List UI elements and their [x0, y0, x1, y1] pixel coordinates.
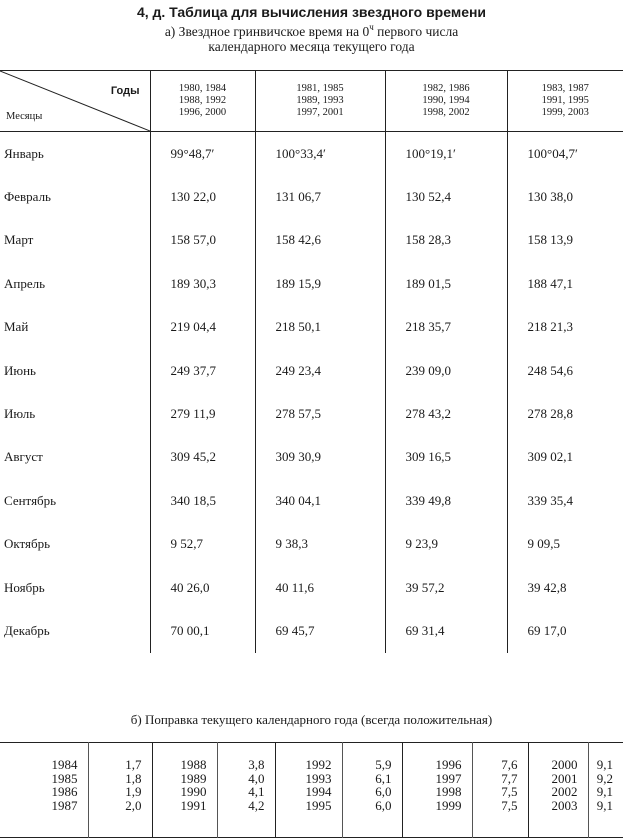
value-cell: 218 50,1	[255, 306, 385, 349]
year-cell: 1995	[277, 799, 332, 813]
year-cell: 1991	[154, 799, 207, 813]
value-cell: 189 15,9	[255, 262, 385, 305]
table-header-row	[0, 71, 623, 132]
correction-value: 1,9	[90, 785, 142, 799]
value-cell: 70 00,1	[150, 609, 255, 652]
value-cell: 158 13,9	[507, 219, 623, 262]
value-cell: 131 06,7	[255, 175, 385, 218]
correction-table	[0, 742, 623, 838]
value-cell: 249 23,4	[255, 349, 385, 392]
correction-value: 3,8	[219, 758, 265, 772]
month-cell: Сентябрь	[0, 479, 150, 522]
month-cell: Ноябрь	[0, 566, 150, 609]
header-col-3	[385, 71, 507, 132]
year-cell: 1986	[1, 785, 78, 799]
correction-values-2	[217, 743, 275, 838]
value-cell: 189 01,5	[385, 262, 507, 305]
table-row	[0, 262, 623, 305]
correction-row	[0, 743, 623, 838]
years-label: Годы	[111, 85, 140, 97]
value-cell: 279 11,9	[150, 392, 255, 435]
header-col-1	[150, 71, 255, 132]
header-col-4	[507, 71, 623, 132]
year-cell: 2002	[530, 785, 578, 799]
year-cell: 1992	[277, 758, 332, 772]
value-cell: 99°48,7′	[150, 132, 255, 176]
month-cell: Январь	[0, 132, 150, 176]
table-row	[0, 219, 623, 262]
header-col-1-line-3: 1996, 2000	[151, 107, 255, 119]
value-cell: 309 30,9	[255, 436, 385, 479]
correction-value: 7,5	[474, 799, 518, 813]
correction-values-1	[88, 743, 152, 838]
value-cell: 40 26,0	[150, 566, 255, 609]
value-cell: 69 45,7	[255, 609, 385, 652]
value-cell: 9 23,9	[385, 523, 507, 566]
value-cell: 248 54,6	[507, 349, 623, 392]
value-cell: 340 04,1	[255, 479, 385, 522]
value-cell: 339 49,8	[385, 479, 507, 522]
month-cell: Март	[0, 219, 150, 262]
value-cell: 130 52,4	[385, 175, 507, 218]
value-cell: 249 37,7	[150, 349, 255, 392]
value-cell: 9 09,5	[507, 523, 623, 566]
value-cell: 309 02,1	[507, 436, 623, 479]
correction-value: 5,9	[344, 758, 392, 772]
table-row	[0, 436, 623, 479]
year-cell: 1985	[1, 772, 78, 786]
correction-value: 7,5	[474, 785, 518, 799]
correction-value: 2,0	[90, 799, 142, 813]
year-cell: 1990	[154, 785, 207, 799]
header-col-2-line-2: 1989, 1993	[256, 95, 385, 107]
subtitle-prefix: а) Звездное гринвичское время на 0	[165, 24, 369, 39]
sidereal-time-table	[0, 70, 623, 653]
header-col-4-line-2: 1991, 1995	[508, 95, 623, 107]
month-cell: Август	[0, 436, 150, 479]
correction-value: 4,0	[219, 772, 265, 786]
year-cell: 1989	[154, 772, 207, 786]
correction-value: 4,2	[219, 799, 265, 813]
correction-value: 7,6	[474, 758, 518, 772]
value-cell: 158 42,6	[255, 219, 385, 262]
header-col-3-line-1: 1982, 1986	[386, 83, 507, 95]
header-col-1-line-1: 1980, 1984	[151, 83, 255, 95]
header-col-3-line-2: 1990, 1994	[386, 95, 507, 107]
month-cell: Май	[0, 306, 150, 349]
correction-value: 9,1	[590, 785, 614, 799]
correction-value: 1,7	[90, 758, 142, 772]
correction-value: 6,1	[344, 772, 392, 786]
correction-years-2	[152, 743, 217, 838]
year-cell: 1994	[277, 785, 332, 799]
correction-years-5	[528, 743, 588, 838]
value-cell: 39 42,8	[507, 566, 623, 609]
header-diagonal-cell	[0, 71, 150, 132]
year-cell: 1984	[1, 758, 78, 772]
correction-years-4	[402, 743, 472, 838]
page-title: 4, д. Таблица для вычисления звездного времени	[0, 4, 623, 20]
value-cell: 239 09,0	[385, 349, 507, 392]
value-cell: 309 16,5	[385, 436, 507, 479]
value-cell: 100°04,7′	[507, 132, 623, 176]
value-cell: 218 35,7	[385, 306, 507, 349]
value-cell: 130 38,0	[507, 175, 623, 218]
value-cell: 340 18,5	[150, 479, 255, 522]
value-cell: 100°19,1′	[385, 132, 507, 176]
correction-value: 9,2	[590, 772, 614, 786]
correction-value: 7,7	[474, 772, 518, 786]
table-row	[0, 523, 623, 566]
header-col-3-line-3: 1998, 2002	[386, 107, 507, 119]
year-cell: 1987	[1, 799, 78, 813]
value-cell: 309 45,2	[150, 436, 255, 479]
value-cell: 9 38,3	[255, 523, 385, 566]
value-cell: 339 35,4	[507, 479, 623, 522]
month-cell: Июнь	[0, 349, 150, 392]
year-cell: 1998	[404, 785, 462, 799]
header-col-2	[255, 71, 385, 132]
value-cell: 219 04,4	[150, 306, 255, 349]
month-cell: Октябрь	[0, 523, 150, 566]
value-cell: 39 57,2	[385, 566, 507, 609]
month-cell: Февраль	[0, 175, 150, 218]
table-row	[0, 609, 623, 652]
year-cell: 2001	[530, 772, 578, 786]
header-col-2-line-3: 1997, 2001	[256, 107, 385, 119]
table-row	[0, 392, 623, 435]
value-cell: 278 43,2	[385, 392, 507, 435]
month-cell: Июль	[0, 392, 150, 435]
value-cell: 188 47,1	[507, 262, 623, 305]
year-cell: 2000	[530, 758, 578, 772]
correction-values-3	[342, 743, 402, 838]
value-cell: 278 28,8	[507, 392, 623, 435]
correction-value: 6,0	[344, 799, 392, 813]
correction-caption: б) Поправка текущего календарного года (всегда положительная)	[0, 712, 623, 728]
year-cell: 1999	[404, 799, 462, 813]
value-cell: 130 22,0	[150, 175, 255, 218]
table-row	[0, 306, 623, 349]
correction-value: 9,1	[590, 799, 614, 813]
year-cell: 1988	[154, 758, 207, 772]
header-col-4-line-1: 1983, 1987	[508, 83, 623, 95]
header-col-4-line-3: 1999, 2003	[508, 107, 623, 119]
correction-values-5	[588, 743, 623, 838]
value-cell: 69 17,0	[507, 609, 623, 652]
year-cell: 1997	[404, 772, 462, 786]
table-row	[0, 349, 623, 392]
months-label: Месяцы	[6, 111, 42, 123]
value-cell: 278 57,5	[255, 392, 385, 435]
value-cell: 40 11,6	[255, 566, 385, 609]
value-cell: 158 28,3	[385, 219, 507, 262]
month-cell: Декабрь	[0, 609, 150, 652]
subtitle-superscript: ч	[369, 22, 374, 32]
value-cell: 100°33,4′	[255, 132, 385, 176]
table-row	[0, 175, 623, 218]
correction-years-3	[275, 743, 342, 838]
table-row	[0, 479, 623, 522]
correction-value: 4,1	[219, 785, 265, 799]
year-cell: 1996	[404, 758, 462, 772]
subtitle-line-2: календарного месяца текущего года	[0, 39, 623, 55]
correction-years-1	[0, 743, 88, 838]
value-cell: 69 31,4	[385, 609, 507, 652]
header-col-2-line-1: 1981, 1985	[256, 83, 385, 95]
correction-values-4	[472, 743, 528, 838]
correction-value: 9,1	[590, 758, 614, 772]
month-cell: Апрель	[0, 262, 150, 305]
subtitle-line-1	[0, 24, 623, 40]
table-row	[0, 132, 623, 176]
year-cell: 1993	[277, 772, 332, 786]
table-row	[0, 566, 623, 609]
correction-value: 1,8	[90, 772, 142, 786]
value-cell: 158 57,0	[150, 219, 255, 262]
subtitle-suffix: первого числа	[374, 24, 458, 39]
correction-value: 6,0	[344, 785, 392, 799]
year-cell: 2003	[530, 799, 578, 813]
value-cell: 9 52,7	[150, 523, 255, 566]
value-cell: 189 30,3	[150, 262, 255, 305]
value-cell: 218 21,3	[507, 306, 623, 349]
header-col-1-line-2: 1988, 1992	[151, 95, 255, 107]
